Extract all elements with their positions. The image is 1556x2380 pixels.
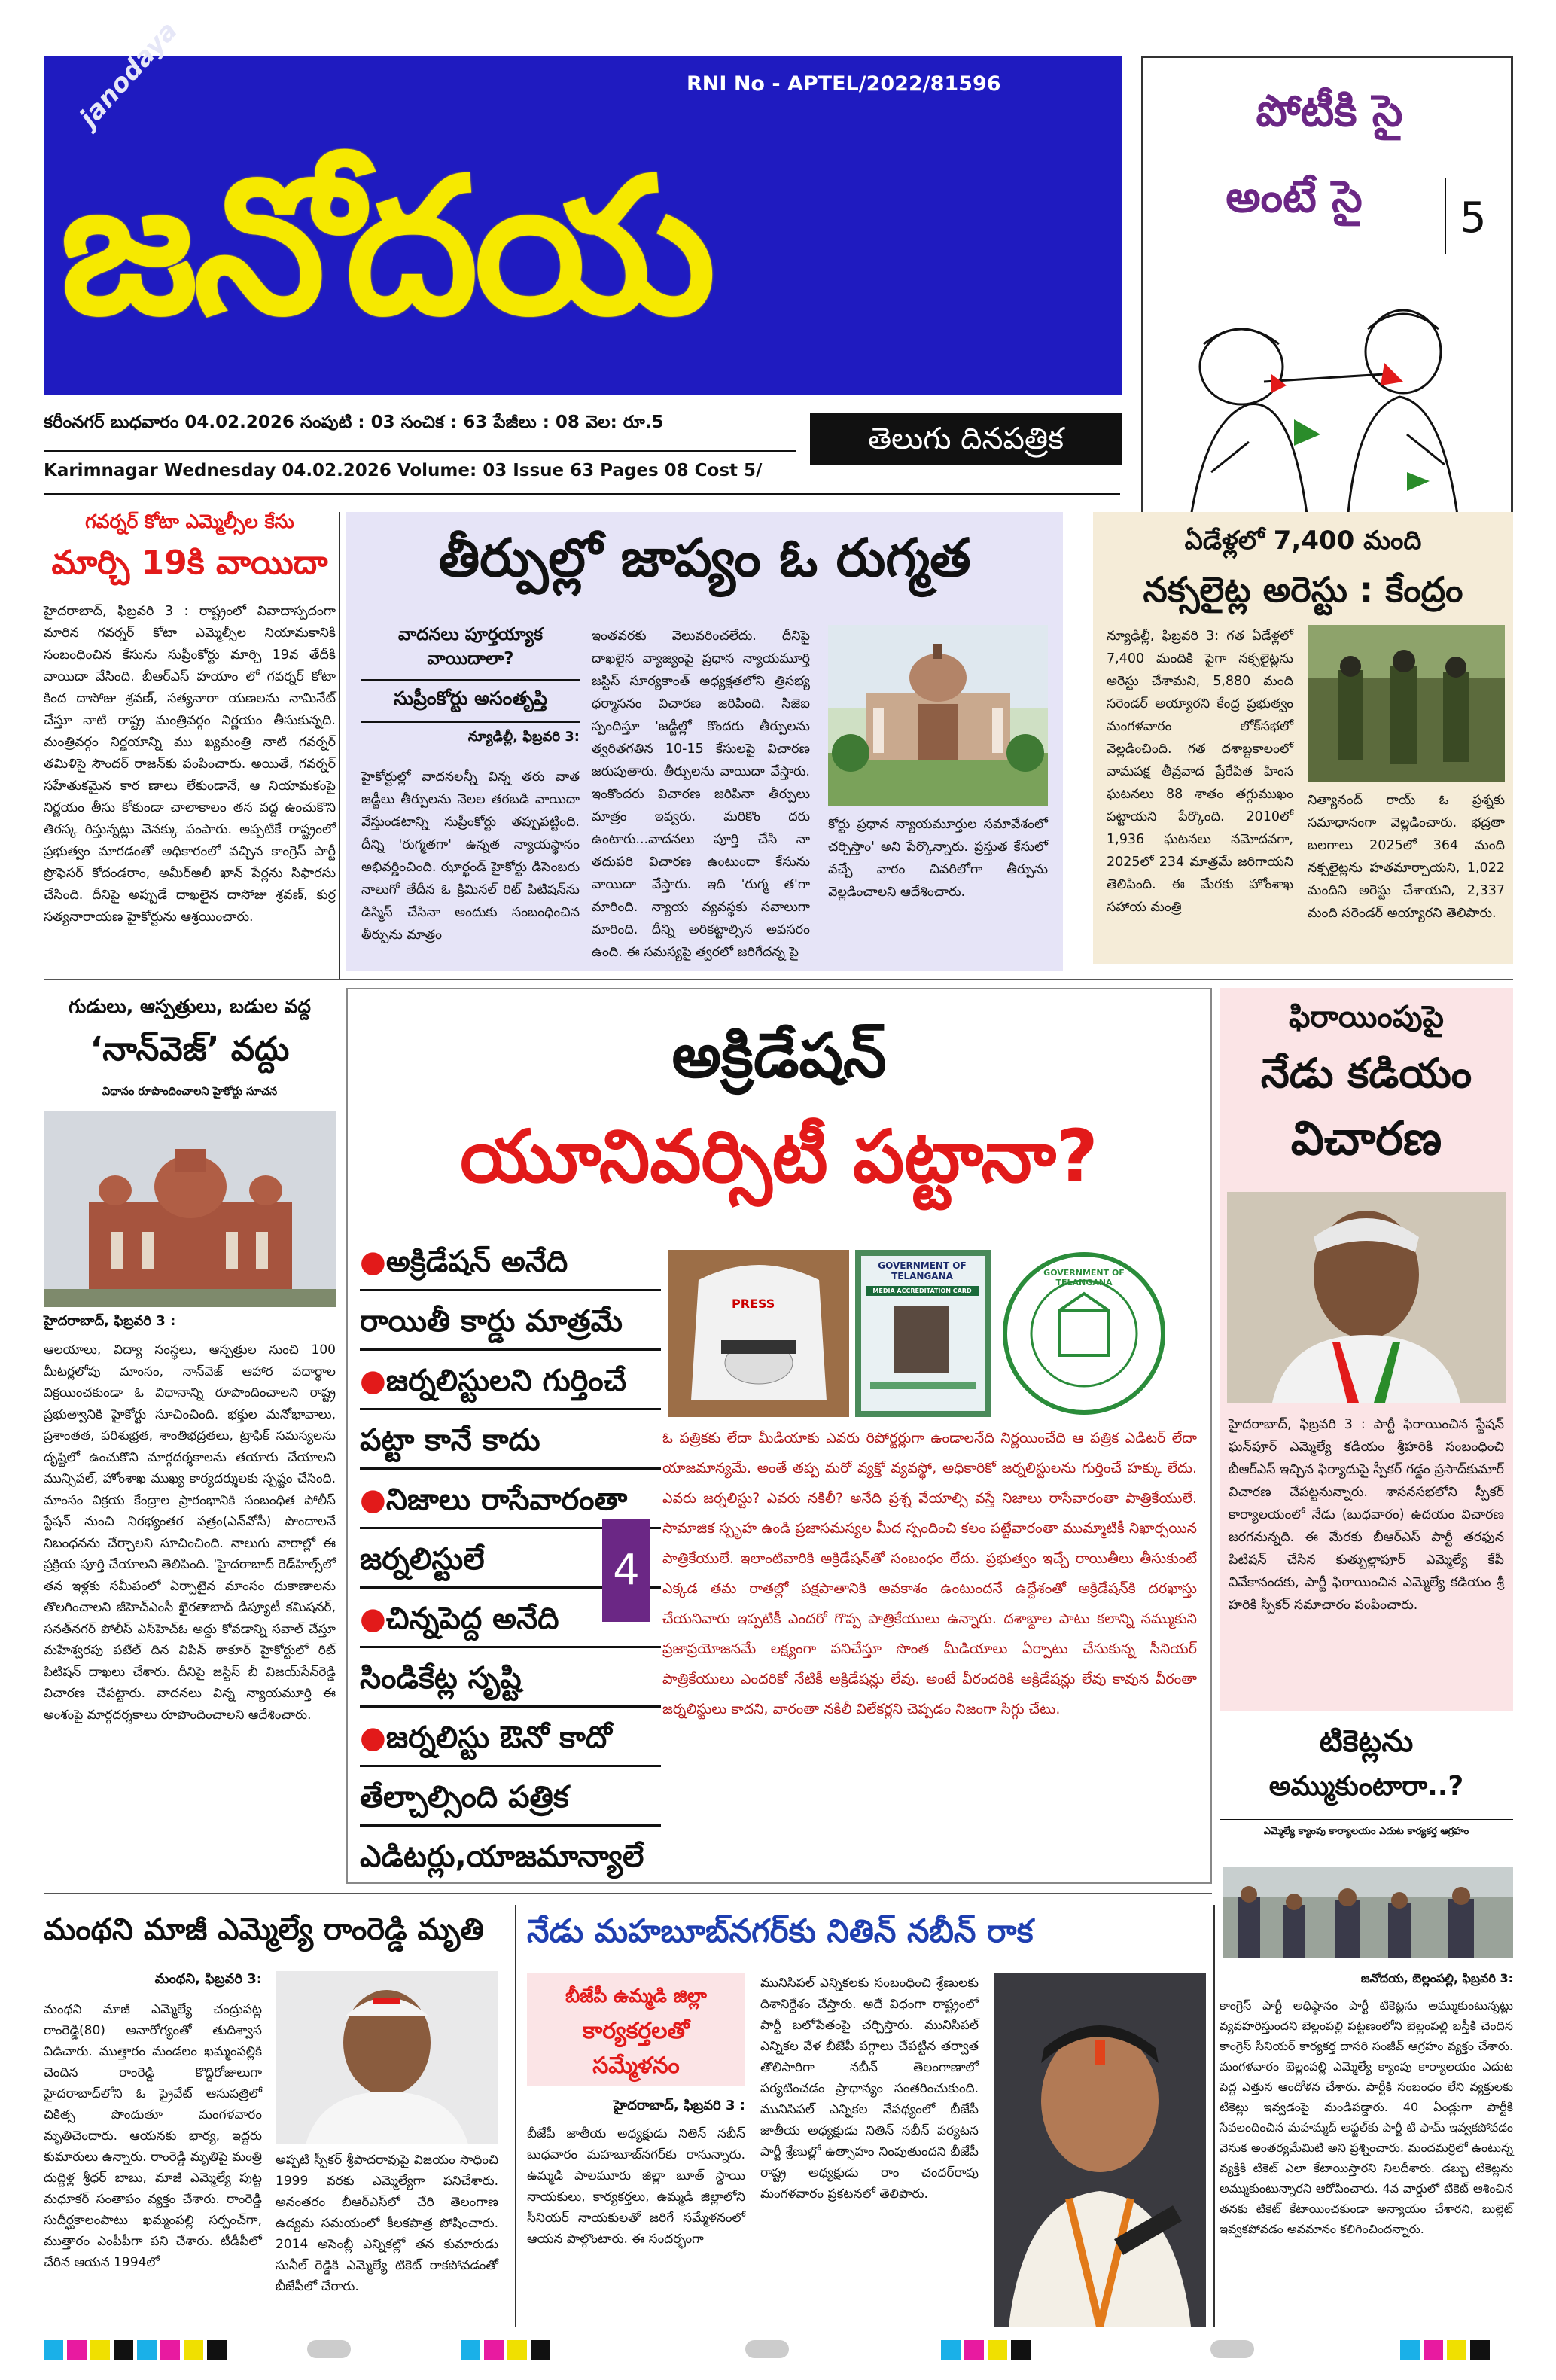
registration-mark: [307, 2340, 351, 2358]
nitin-nabin-photo: [994, 1973, 1206, 2327]
color-registration-strip: [44, 2340, 230, 2363]
seal-text: GOVERNMENT OF TELANGANA: [1043, 1268, 1125, 1288]
story-naxalite-arrests: [1093, 512, 1513, 964]
story4-headline: ‘నాన్‌వెజ్’ వద్దు: [90, 1030, 290, 1068]
ramreddy-photo: [276, 1971, 498, 2144]
story4-kicker: గుడులు, ఆస్పత్రులు, బడుల వద్ద: [69, 995, 311, 1017]
masthead-bottom-rule: [44, 493, 1120, 495]
media-card-photo: [855, 1250, 991, 1417]
story8-subhead3: సమ్మేళనం: [592, 2052, 680, 2079]
lead-bullet: ఎడిటర్లు,యాజమాన్యాలే: [360, 1839, 644, 1874]
color-registration-strip: [461, 2340, 554, 2363]
naxalite-photo: [1308, 625, 1505, 782]
lead-bullet: జర్నలిస్టులే: [360, 1542, 485, 1577]
lead-bullet: ●అక్రిడేషన్ అనేది: [360, 1245, 568, 1279]
section-rule: [44, 979, 1513, 980]
column-divider: [339, 512, 340, 979]
story5-headline2: విచారణ: [1290, 1111, 1442, 1166]
story1-headline: మార్చి 19కి వాయిదా: [51, 544, 328, 582]
cartoon-divider: [1445, 178, 1446, 254]
tickets-protest-photo: [1223, 1867, 1513, 1958]
story6-dateline: జనోదయ, బెల్లంపల్లి, ఫిబ్రవరి 3:: [1360, 1971, 1513, 1985]
story3-headline: నక్సలైట్ల అరెస్టు : కేంద్రం: [1143, 569, 1463, 610]
bottom-section-rule: [44, 1893, 1212, 1894]
telangana-seal: [994, 1250, 1174, 1417]
column-divider: [515, 1905, 516, 2327]
dateline-english: Karimnagar Wednesday 04.02.2026 Volume: 03 Issue 63 Pages 08 Cost 5/: [44, 461, 763, 480]
daily-label: తెలుగు దినపత్రిక: [810, 413, 1122, 465]
story6-headline2: అమ్ముకుంటారా..?: [1268, 1771, 1464, 1802]
story-supreme-court: [346, 512, 1063, 971]
lead-bullet: సిండికేట్ల సృష్టి: [360, 1661, 522, 1696]
column-divider: [1213, 1905, 1215, 2327]
lead-headline-line2: యూనివర్సిటీ పట్టానా?: [460, 1114, 1098, 1199]
story8-subhead1: బీజేపీ ఉమ్మడి జిల్లా: [565, 1985, 707, 2007]
story2-col1: హైకోర్టుల్లో వాదనలన్నీ విన్న తరు వాత జడ్జీలు తీర్పులను నెలల తరబడి వాయిదా వేస్తుండటాన్ని సుప్రీంకోర్టు తప్పుపట్టింది. దీన్ని 'రుగ్మతగా' ఉన్నత న్యాయస్థానం అభివర్ణించింది. ఝార్ఖండ్ హైకోర్టు డిసెంబరు నాలుగో తేదీన ఓ క్రిమినల్ రిట్ పిటిషన్‌ను డిస్మిస్ చేసినా అందుకు సంబంధించిన తీర్పును మాత్రం: [361, 769, 580, 943]
lead-bullet: ●జర్నలిస్టులని గుర్తించే: [360, 1364, 627, 1398]
lead-page-ref: 4: [602, 1519, 650, 1622]
story-nonveg: [44, 995, 336, 1884]
story2-col3: కోర్టు ప్రధాన న్యాయమూర్తుల సమావేశంలో చర్చిస్తాం' అని పేర్కొన్నారు. ప్రస్తుత కేసులో వచ్చే వారం చివరిలోగా తీర్పును వెల్లడించాలని ఆదేశించారు.: [828, 817, 1048, 900]
story6-body: కాంగ్రెస్ పార్టీ అధిష్ఠానం పార్టీ టికెట్లను అమ్ముకుంటున్నట్లు వ్యవహరిస్తుందని బెల్లంపల్లి పట్టణంలోని బెల్లంపల్లి బస్తీకి చెందిన కాంగ్రెస్ సీనియర్ కార్యకర్త దాసరి సంజీవ్ ఆగ్రహం వ్యక్తం చేశారు. మంగళవారం బెల్లంపల్లి ఎమ్మెల్యే క్యాంపు కార్యాలయం ఎదుట పెద్ద ఎత్తున ఆందోళన చేశారు. పార్టీకి సంబంధం లేని వ్యక్తులకు టికెట్లు ఇవ్వడంపై మండిపడ్డారు. 40 ఏండ్లుగా పార్టీకి సేవలందించిన మహమ్మద్ అఫ్జల్‌కు పార్టీ టి ఫామ్ ఇవ్వకపోవడం వెనుక అంతర్యమేమిటి అని ప్రశ్నించారు. మందమర్రిలో ఉంటున్న వ్యక్తికి టికెట్ ఎలా కేటాయిస్తారని నిలదీశారు. డబ్బు టికెట్లను అమ్ముకుంటున్నారని ఆరోపించారు. 4వ వార్డులో టికెట్ ఆశించిన తనకు టికెట్ కేటాయించకుండా అన్యాయం చేశారని, బుల్లెట్ ఇవ్వకపోవడం అవమానం కలిగించిందన్నారు.: [1220, 1998, 1513, 2236]
lead-bullet: తేల్చాల్సింది పత్రిక: [360, 1780, 569, 1815]
registration-mark: [1210, 2340, 1254, 2358]
registration-mark: [745, 2340, 789, 2358]
press-bike-photo: [668, 1250, 849, 1417]
story4-body: ఆలయాలు, విద్యా సంస్థలు, ఆస్పత్రుల నుంచి 100 మీటర్లలోపు మాంసం, నాన్‌వెజ్ ఆహార పదార్థాల విక్రయించకుండా ఓ విధానాన్ని రూపొందించాలని రాష్ట్ర ప్రభుత్వానికి హైకోర్టు సూచించింది. భక్తుల మనోభావాలు, ప్రశాంతత, పరిశుభ్రత, శాంతిభద్రతలు, ట్రాఫిక్ సమస్యలను దృష్టిలో ఉంచుకొని మార్గదర్శకాలను తయారు చేయాలని మున్సిపల్, హోంశాఖ ముఖ్య కార్యదర్శులకు స్పష్టం చేసింది. మాంసం విక్రయ కేంద్రాల ప్రారంభానికి సంబంధిత పోలీస్ స్టేషన్ నుంచి నిరభ్యంతర పత్రం(ఎన్‌వోసీ) పొందాలనే నిబంధనను చేర్చాలని సూచించింది. నాలుగు వారాల్లో ఈ ప్రక్రియ పూర్తి చేయాలని తెలిపింది. 'హైదరాబాద్ రెడ్‌హిల్స్‌లో తన ఇళ్లకు సమీపంలో ఏర్పాటైన మాంసం దుకాణాలను తొలగించాలని జీహెచ్‌ఎంసీ ఖైరతాబాద్ డిప్యూటీ కమిషనర్, సనత్‌నగర్ పోలీస్ ఎస్‌హెచ్‌ఓ అద్దు కోవడాన్ని సవాల్ చేస్తూ మహేశ్వరపు పటేల్ దిన విపిన్ ఠాకూర్ హైకోర్టులో రిట్ పిటిషన్ దాఖలు చేశారు. దీనిపై జస్టిస్ బీ విజయ్‌సేన్‌రెడ్డి విచారణ చేపట్టారు. వాదనలు విన్న న్యాయమూర్తి ఈ అంశంపై మార్గదర్శకాలు రూపొందించాలని ఆదేశించారు.: [44, 1342, 336, 1723]
story2-headline: తీర్పుల్లో జాప్యం ఓ రుగ్మత: [438, 527, 971, 589]
story-kadiyam: [1220, 988, 1513, 1711]
color-registration-strip: [941, 2340, 1034, 2363]
story8-col2: మునిసిపల్ ఎన్నికలకు సంబంధించి శ్రేణులకు దిశానిర్దేశం చేస్తారు. అదే విధంగా రాష్ట్రంలో పార్టీ బలోపేతంపై చర్చిస్తారు. మునిసిపల్ ఎన్నికల వేళ బీజేపీ పగ్గాలు చేపట్టిన తర్వాత తొలిసారిగా నబీన్ తెలంగాణాలో పర్యటించడం ప్రాధాన్యం సంతరించుకుంది. మునిసిపల్ ఎన్నికల నేపథ్యంలో బీజేపీ జాతీయ అధ్యక్షుడు నితిన్ నబీన్ పర్యటన పార్టీ శ్రేణుల్లో ఉత్సాహం నింపుతుందని బీజేపీ రాష్ట్ర అధ్యక్షుడు రాం చందర్‌రావు మంగళవారం ప్రకటనలో తెలిపారు.: [760, 1976, 979, 2202]
high-court-photo: [44, 1111, 336, 1307]
story4-dateline: హైదరాబాద్, ఫిబ్రవరి 3 :: [44, 1313, 176, 1329]
lead-bullet: పట్టా కానే కాదు: [360, 1423, 540, 1458]
lead-bullet: ●నిజాలు రాసేవారంతా: [360, 1483, 628, 1517]
story2-col2: ఇంతవరకు వెలువరించలేదు. దీనిపై దాఖలైన వ్యాజ్యంపై ప్రధాన న్యాయమూర్తి జస్టిస్ సూర్యకాంత్ అధ్యక్షతలోని త్రిసభ్య ధర్మాసనం విచారణ జరిపింది. సిజెఐ స్పందిస్తూ 'జడ్జీల్లో కొందరు తీర్పులను త్వరితగతిన 10-15 కేసులపై విచారణ జరుపుతారు. తీర్పులను వాయిదా వేస్తారు. ఇంకొందరు విచారణ జరిపినా తీర్పులు మాత్రం ఇవ్వరు. మరికొం దరు ఉంటారు...వాదనలు పూర్తి చేసి నా తదుపరి విచారణ ఉంటుందా కేసును వాయిదా వేస్తారు. ఇది 'రుగ్మ త'గా మారింది. న్యాయ వ్యవస్థకు సవాలుగా మారింది. దీన్ని అరికట్టాల్సిన అవసరం ఉంది. ఈ సమస్యపై త్వరలో జరిగేదన్న పై: [592, 629, 810, 960]
story3-body2: నిత్యానంద్ రాయ్ ఓ ప్రశ్నకు సమాధానంగా వెల్లడించారు. భద్రతా బలగాలు 2025లో 364 మంది నక్సలైట్లను హతమార్చాయని, 1,022 మందిని అరెస్టు చేశాయని, 2,337 మంది సరెండర్ అయ్యారని తెలిపారు.: [1308, 793, 1505, 921]
story2-subhead2: సుప్రీంకోర్టు అసంతృప్తి: [393, 687, 548, 709]
story4-subhead: విధానం రూపొందించాలని హైకోర్టు సూచన: [102, 1086, 278, 1098]
lead-bullet: ●చిన్నపెద్ద అనేది: [360, 1601, 559, 1636]
lead-body: ఓ పత్రికకు లేదా మీడియాకు ఎవరు రిపోర్టర్లుగా ఉండాలనేది నిర్ణయించేది ఆ పత్రిక ఎడిటర్ లేదా యాజమాన్యమే. అంతే తప్ప మరో వ్యక్తో వ్యవస్థో, అధికారికో జర్నలిస్టులను గుర్తించే హక్కు లేదు. ఎవరు జర్నలిస్టు? ఎవరు నకిలీ? అనేది ప్రశ్న వేయాల్సి వస్తే నిజాలు రాసేవారంతా పాత్రికేయులే. సామాజిక స్పృహ ఉండి ప్రజాసమస్యల మీద స్పందించి కలం పట్టేవారంతా ముమ్మాటికీ నిఖార్సయిన పాత్రికేయులే. ఇలాంటివారికి అక్రిడేషన్‌తో సంబంధం లేదు. ప్రభుత్వం ఇచ్చే రాయితీలు తీసుకుంటే ఎక్కడ తమ రాతల్లో పక్షపాతానికి అవకాశం ఉంటుందనే ఉద్దేశంతో అక్రిడేషన్‌కి దరఖాస్తు చేయనివారు ఇప్పటికీ ఎందరో గొప్ప పాత్రికేయులు ఉన్నారు. దశాబ్దాల పాటు కలాన్ని నమ్ముకుని ప్రజాప్రయోజనమే లక్ష్యంగా పనిచేస్తూ సొంత మీడియాలు ఏర్పాటు చేసుకున్న సీనియర్ పాత్రికేయులు ఎందరికో నేటికీ అక్రిడేషన్లు లేవు. అంటే వీరందరికి అక్రిడేషన్లు లేవు కావున వీరంతా జర్నలిస్టులు కాదని, వారంతా నకిలీ విలేకర్లని చెప్పడం నిజంగా సిగ్గు చేటు.: [662, 1430, 1197, 1717]
cartoon-illustration: [1159, 284, 1500, 540]
kadiyam-photo: [1227, 1192, 1506, 1403]
story8-headline: నేడు మహబూబ్‌నగర్‌కు నితిన్ నబీన్ రాక: [527, 1912, 1034, 1949]
card-sub-label: MEDIA ACCREDITATION CARD: [866, 1286, 979, 1296]
story8-subhead-box: [527, 1973, 745, 2086]
story5-body: హైదరాబాద్, ఫిబ్రవరి 3 : పార్టీ ఫిరాయించిన స్టేషన్ ఘన్‌పూర్ ఎమ్మెల్యే కడియం శ్రీహరికి సంబంధించి బీఆర్ఎస్ ఇచ్చిన ఫిర్యాదుపై స్పీకర్ గడ్డం ప్రసాద్‌కుమార్ విచారణ చేపట్టనున్నారు. శాసనసభలోని స్పీకర్ కార్యాలయంలో నేడు (బుధవారం) ఉదయం విచారణ జరగనున్నది. ఈ మేరకు బీఆర్ఎస్ పార్టీ తరఫున పిటిషన్ చేసిన కుత్బుల్లాపూర్ ఎమ్మెల్యే కేపీ వివేకానందకు, పార్టీ ఫిరాయించిన ఎమ్మెల్యే కడియం శ్రీ హరికి స్పీకర్ సమాచారం పంపించారు.: [1229, 1417, 1504, 1613]
story3-kicker: ఏడేళ్లలో 7,400 మంది: [1184, 526, 1422, 556]
card-govt-label: GOVERNMENT OF TELANGANA: [878, 1260, 967, 1281]
story8-col1: బీజేపీ జాతీయ అధ్యక్షుడు నితిన్ నబీన్ బుధవారం మహబూబ్‌నగర్‌కు రానున్నారు. ఉమ్మడి పాలమూరు జిల్లా బూత్ స్థాయి నాయకులు, కార్యకర్తలు, ఉమ్మడి జిల్లాలోని సీనియర్ నాయకులతో జరిగే సమ్మేళనంలో ఆయన పాల్గొంటారు. ఈ సందర్భంగా: [527, 2126, 745, 2247]
rni-number: RNI No - APTEL/2022/81596: [687, 72, 1001, 96]
cartoon-flag-red: [1271, 374, 1287, 393]
story1-kicker: గవర్నర్ కోటా ఎమ్మెల్సీల కేసు: [85, 510, 294, 532]
cartoon-page-number: 5: [1460, 194, 1487, 242]
story5-kicker: ఫిరాయింపుపై: [1289, 1000, 1444, 1035]
story7-dateline: మంథని, ఫిబ్రవరి 3:: [154, 1971, 262, 1987]
story3-body: న్యూఢిల్లీ, ఫిబ్రవరి 3: గత ఏడేళ్లలో 7,400 మందికి పైగా నక్సలైట్లను అరెస్టు చేశామని, 5,880 మంది సరెండర్ అయ్యారని కేంద్ర ప్రభుత్వం మంగళవారం లోక్‌సభలో వెల్లడించింది. గత దశాబ్దకాలంలో వామపక్ష తీవ్రవాద ప్రేరేపిత హింస ఘటనలు 88 శాతం తగ్గుముఖం పట్టాయని పేర్కొంది. 2010లో 1,936 ఘటనలు నమోదవగా, 2025లో 234 మాత్రమే జరిగాయని తెలిపింది. ఈ మేరకు హోంశాఖ సహాయ మంత్రి: [1107, 629, 1293, 915]
newspaper-title: జనోదయ: [60, 137, 711, 356]
story2-dateline: న్యూఢిల్లీ, ఫిబ్రవరి 3:: [467, 729, 580, 745]
story2-subhead1: వాదనలు పూర్తయ్యాక వాయిదాలా?: [397, 625, 543, 669]
cartoon-caption-line2: అంటే సై: [1226, 171, 1363, 222]
story8-subhead2: కార్యకర్తలతో: [583, 2018, 690, 2044]
story5-headline1: నేడు కడియం: [1260, 1050, 1472, 1097]
dateline-telugu: కరీంనగర్ బుధవారం 04.02.2026 సంపుటి : 03 సంచిక : 63 పేజీలు : 08 వెల: రూ.5: [44, 413, 664, 432]
story6-headline1: టికెట్లను: [1319, 1724, 1414, 1759]
story7-body: మంథని మాజీ ఎమ్మెల్యే చంద్రుపట్ల రాంరెడ్డి(80) అనారోగ్యంతో తుదిశ్వాస విడిచారు. ముత్తారం మండలం ఖమ్మంపల్లికి చెందిన రాంరెడ్డి కొద్దిరోజులుగా హైదరాబాద్‌లోని ఓ ప్రైవేట్ ఆసుపత్రిలో చికిత్స పొందుతూ మంగళవారం మృతిచెందారు. ఆయనకు భార్య, ఇద్దరు కుమారులు ఉన్నారు. రాంరెడ్డి మృతిపై మంత్రి దుద్దిళ్ల శ్రీధర్ బాబు, మాజీ ఎమ్మెల్యే పుట్ట మధూకర్ సంతాపం వ్యక్తం చేశారు. రాంరెడ్డి సుదీర్ఘకాలంపాటు ఖమ్మంపల్లి సర్పంచ్‌గా, ముత్తారం ఎంపీపీగా పని చేశారు. టీడీపీలో చేరిన ఆయన 1994లో: [44, 2002, 262, 2270]
lead-headline-line1: అక్రిడేషన్: [671, 1020, 887, 1092]
lead-bullet: రాయితీ కార్డు మాత్రమే: [360, 1304, 623, 1339]
story-governor-quota: [44, 510, 336, 970]
cartoon-panel: [1141, 56, 1513, 548]
lead-bullet: ●జర్నలిస్టు ఔనో కాదో: [360, 1720, 612, 1755]
story6-caption: ఎమ్మెల్యే క్యాంపు కార్యాలయం ఎదుట కార్యకర్త ఆగ్రహం: [1263, 1826, 1469, 1837]
story1-body: హైదరాబాద్, ఫిబ్రవరి 3 : రాష్ట్రంలో వివాదాస్పదంగా మారిన గవర్నర్ కోటా ఎమ్మెల్సీల నియామకానికి సంబంధించిన కేసును సుప్రీంకోర్టు మార్చి 19వ తేదీకి వాయిదా వేసింది. బీఆర్ఎస్ హయాం లో గవర్నర్ కోటా కింద దాసోజు శ్రవణ్, సత్యనారా యణలను నామినేట్ చేస్తూ నాటి రాష్ట్ర మంత్రివర్గం నిర్ణయం తీసుకున్నది. మంత్రివర్గం నిర్ణయాన్ని ము ఖ్యమంత్రి నాటి గవర్నర్ తమిళిసై సౌందర్ రాజన్‌కు పంపించారు. అయితే, గవర్నర్ సహేతుకమైన కార ణాలు లేకుండానే, ఆ నియామకంపై నిర్ణయం తీసు కోకుండా చాలాకాలం తన వద్ద ఉంచుకొని తిరస్క రిస్తున్నట్లు వెనక్కు పంపారు. అప్పటికే రాష్ట్రంలో ప్రభుత్వం మారడంతో అధికారంలో వచ్చిన కాంగ్రెస్ పార్టీ ప్రొఫెసర్ కోదండరాం, అమీర్‌అలీ ఖాన్ పేర్లను సిఫారసు చేసింది. దీనిపై అప్పుడే దాఖలైన దాసోజు శ్రవణ్, కుర్ర సత్యనారాయణ హైకోర్టును ఆశ్రయించారు.: [44, 604, 336, 925]
supreme-court-photo: [828, 625, 1048, 806]
dateline-rule: [44, 450, 796, 452]
story7-body2: అప్పటి స్పీకర్ శ్రీపాదరావుపై విజయం సాధించి 1999 వరకు ఎమ్మెల్యేగా పనిచేశారు. అనంతరం బీఆర్ఎస్‌లో చేరి తెలంగాణ ఉద్యమ సమయంలో కీలకపాత్ర పోషించారు. 2014 అసెంబ్లీ ఎన్నికల్లో తన కుమారుడు సునీల్ రెడ్డికి ఎమ్మెల్యే టికెట్ రాకపోవడంతో బీజేపీలో చేరారు.: [276, 2153, 498, 2294]
story-tickets-head: [1220, 1724, 1513, 1882]
press-label: PRESS: [732, 1297, 775, 1311]
story8-dateline: హైదరాబాద్, ఫిబ్రవరి 3 :: [613, 2098, 745, 2113]
color-registration-strip: [1400, 2340, 1494, 2363]
masthead-tagline: janodaya: [74, 16, 184, 133]
story7-headline: మంథని మాజీ ఎమ్మెల్యే రాంరెడ్డి మృతి: [44, 1912, 484, 1947]
cartoon-caption-line1: పోటీకి సై: [1256, 85, 1403, 136]
